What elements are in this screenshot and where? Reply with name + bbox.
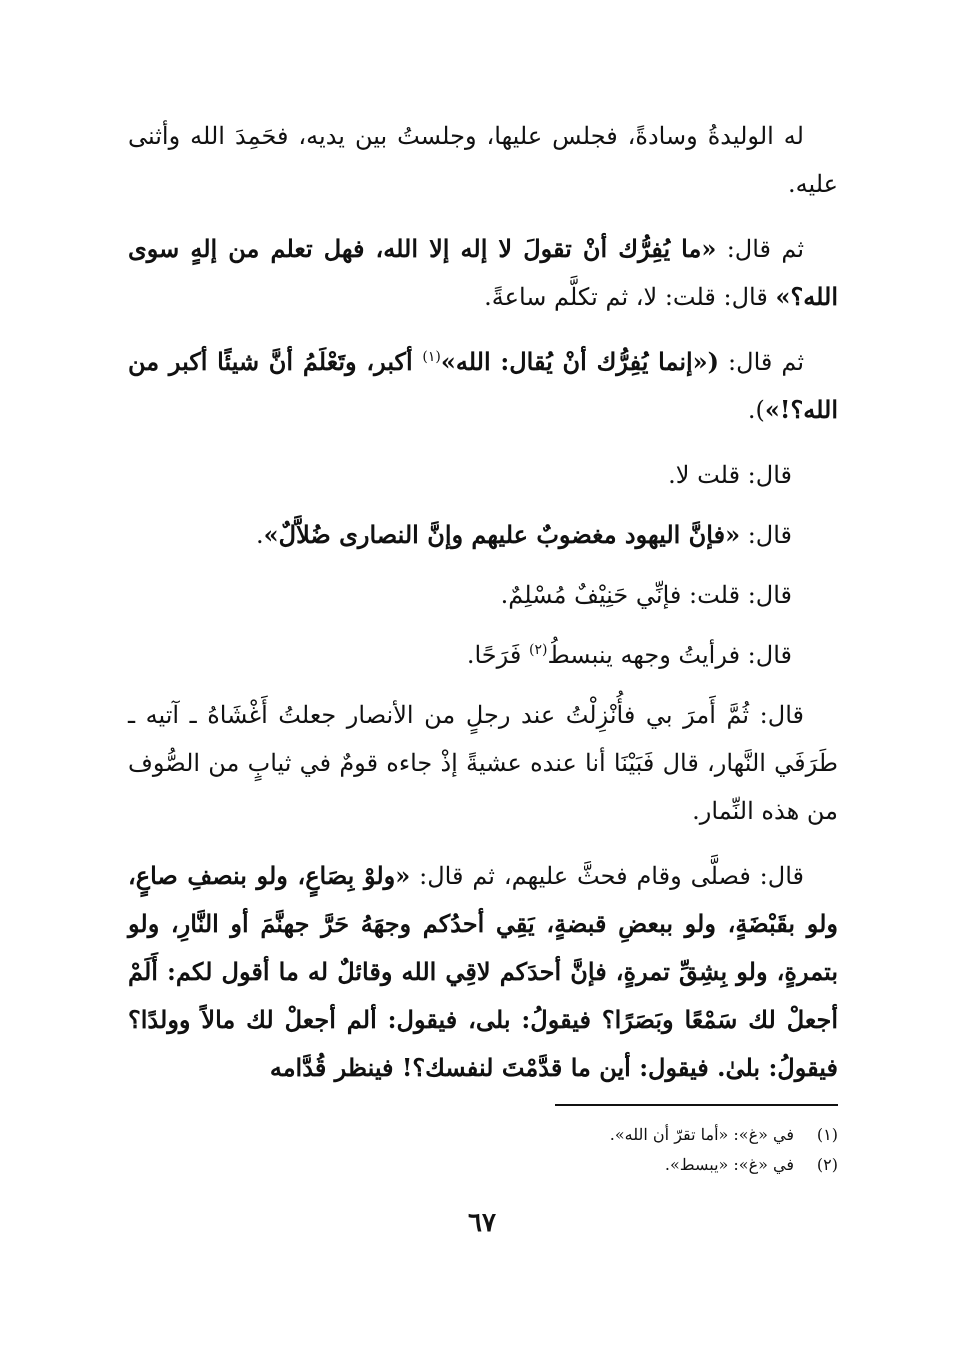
- footnote-reference: (٢): [528, 642, 548, 658]
- footnote-number: (٢): [816, 1155, 838, 1174]
- text-segment: قال: قلت لا.: [668, 461, 792, 489]
- text-segment: ثم قال:: [719, 348, 805, 376]
- footnote-separator: [555, 1104, 838, 1106]
- text-segment: قال:: [740, 521, 792, 549]
- text-segment: «فإنَّ اليهود مغضوبٌ عليهم وإنَّ النصارى ضُلاَّلٌ»: [263, 520, 741, 549]
- paragraph: [128, 112, 838, 208]
- paragraph: [128, 451, 838, 499]
- footnote-reference: (١): [422, 349, 441, 365]
- paragraph: [128, 511, 838, 559]
- text-segment: ثم قال:: [716, 235, 805, 263]
- text-segment: له الوليدةُ وسادةً، فجلس عليها، وجلستُ بين يديه، فحَمِدَ الله وأثنى عليه.: [128, 122, 838, 198]
- text-segment: قال: قلت: لا، ثم تكلَّم ساعةً.: [484, 283, 776, 311]
- page-number: ٦٧: [468, 1208, 496, 1238]
- footnote-number: (١): [816, 1125, 838, 1144]
- text-segment: قال: فرأيتُ وجهه ينبسطُ: [547, 641, 792, 669]
- paragraph: [128, 225, 838, 321]
- paragraph: [128, 338, 838, 434]
- text-segment: «ما يُفِرُّك أنْ تقولَ لا إله إلا الله، فهل تعلم من إلهٍ سوى الله؟»: [128, 234, 838, 311]
- text-segment: («إنما يُفِرُّك أنْ يُقال: الله»: [440, 347, 720, 376]
- paragraph: [128, 571, 838, 619]
- footnote-text: في «غ»: «أما تقرّ أن الله».: [609, 1125, 794, 1144]
- text-segment: .: [255, 521, 264, 549]
- footnote-text: في «غ»: «يبسط».: [664, 1155, 794, 1174]
- paragraph: [128, 691, 838, 835]
- footnotes: [338, 1120, 838, 1180]
- text-segment: ).: [747, 396, 765, 424]
- footnote: [338, 1120, 838, 1150]
- text-segment: قال: قلت: فإنِّي حَنِيْفٌ مُسْلِمٌ.: [500, 581, 792, 609]
- main-text: [128, 112, 838, 1109]
- text-segment: فَرَحًا.: [466, 641, 529, 669]
- text-segment: قال: ثُمَّ أَمرَ بي فأُنْزِلْتُ عند رجلٍ من الأنصار جعلتُ أَغْشَاهُ ـ آتيه ـ طَرَفَي النَّهار، قال فَبَيْنَا أنا عنده عشيةً إذْ جاءه قومٌ في ثيابٍ من الصُّوف من هذه النِّمار.: [128, 701, 838, 825]
- paragraph: [128, 852, 838, 1092]
- text-segment: قال: فصلَّى وقام فحثَّ عليهم، ثم قال:: [410, 862, 804, 890]
- paragraph: [128, 631, 838, 679]
- footnote: [338, 1150, 838, 1180]
- text-segment: أكبر، وتَعْلَمُ أنَّ شيئًا أكبر من الله؟!»: [128, 347, 838, 424]
- text-segment: «ولوْ بِصَاعٍ، ولو بنصفِ صاعٍ، ولو بقَبْضَةٍ، ولو ببعضِ قبضةٍ، يَقِي أحدُكم وجهَهُ حَرَّ جهنَّمَ أو النَّارِ، ولو بتمرةٍ، ولو بِشِقِّ تمرةٍ، فإنَّ أحدَكم لاقِي الله وقائلٌ له ما أقول لكم: أَلَمْ أجعلْ لك سَمْعًا وبَصَرًا؟ فيقولُ: بلى، فيقول: ألم أجعلْ لك مالاً وولدًا؟ فيقولُ: بلىٰ. فيقول: أين ما قدَّمْتَ لنفسك؟! فينظر قُدَّامه: [128, 861, 839, 1082]
